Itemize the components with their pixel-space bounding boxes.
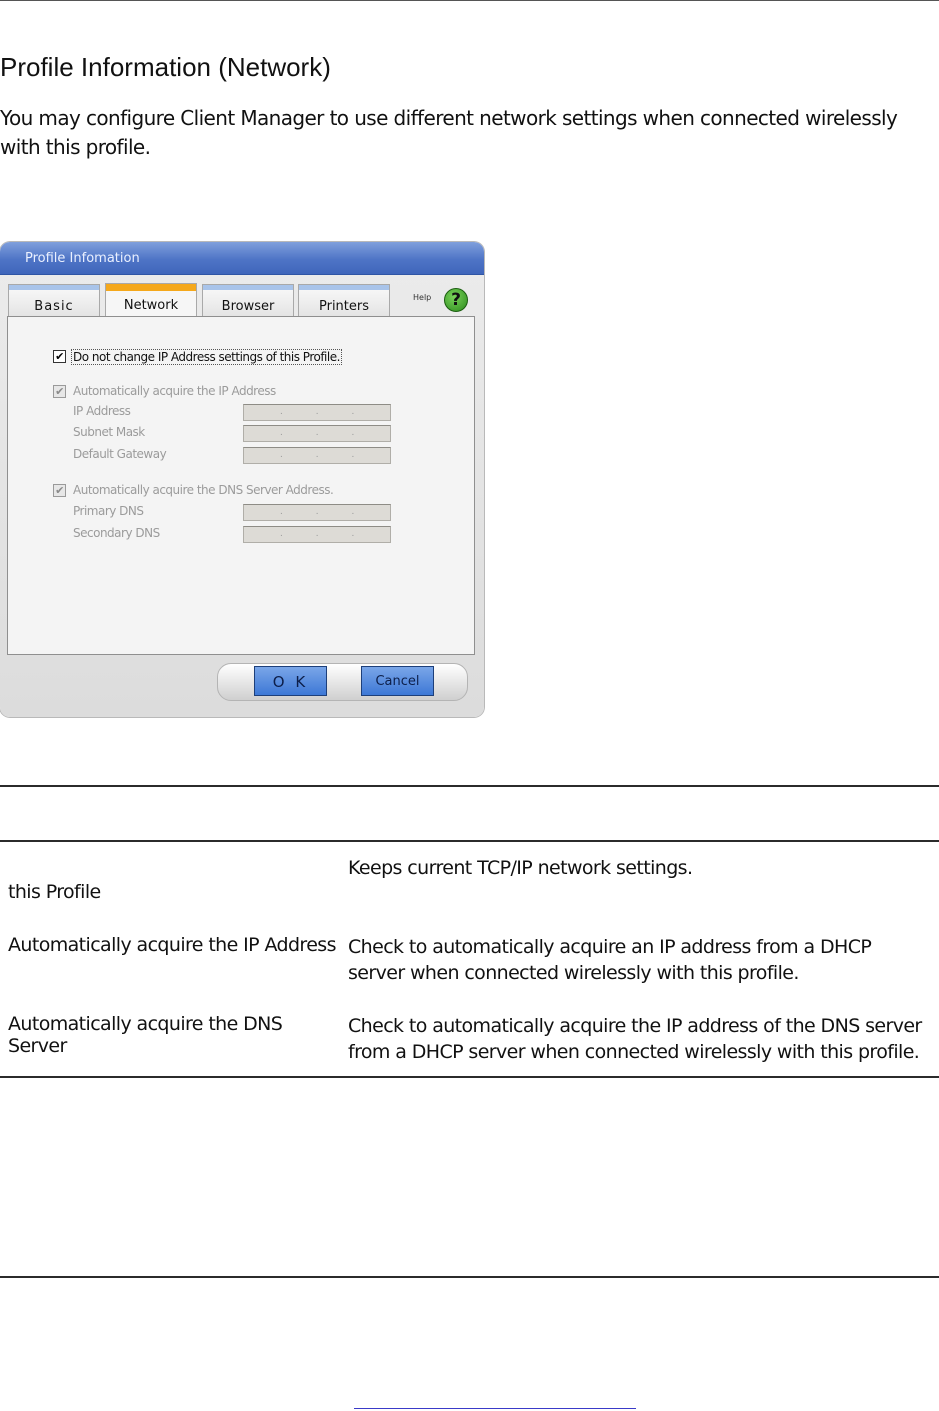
primary-dns-label: Primary DNS <box>73 504 144 518</box>
top-rule <box>0 0 939 1</box>
tab-printers-label: Printers <box>318 299 370 314</box>
table-header-rule <box>0 840 939 842</box>
primary-dns-field: ... <box>243 504 391 521</box>
ip-address-field: ... <box>243 404 391 421</box>
help-icon[interactable]: ? <box>444 288 468 312</box>
tab-basic-label: Basic <box>34 299 74 314</box>
help-label: Help <box>413 293 432 302</box>
dialog-titlebar <box>0 242 484 275</box>
footer-link-underline[interactable] <box>354 1408 636 1409</box>
tab-printers[interactable] <box>298 284 390 316</box>
no-change-label[interactable]: Do not change IP Address settings of this Profile. <box>73 350 340 364</box>
auto-ip-checkbox: ✔ <box>53 385 66 398</box>
subnet-mask-field: ... <box>243 425 391 442</box>
secondary-dns-field: ... <box>243 526 391 543</box>
tab-browser[interactable] <box>202 284 294 316</box>
table-bottom-rule <box>0 1076 939 1078</box>
tab-network[interactable] <box>105 283 197 317</box>
table-top-rule <box>0 785 939 787</box>
auto-dns-label: Automatically acquire the DNS Server Address. <box>73 483 334 497</box>
intro-paragraph: You may configure Client Manager to use different network settings when connected wirelessly with this profile. <box>0 106 898 159</box>
table-row-term: Automatically acquire the DNS Server <box>8 1013 283 1057</box>
table-row-description: Keeps current TCP/IP network settings. <box>348 857 693 879</box>
table-row-term: this Profile <box>8 881 101 903</box>
profile-information-dialog <box>0 242 484 717</box>
tab-network-label: Network <box>123 298 179 313</box>
secondary-dns-label: Secondary DNS <box>73 526 160 540</box>
table-row-description: Check to automatically acquire an IP address from a DHCP server when connected wirelessly with this profile. <box>348 936 872 984</box>
subnet-mask-label: Subnet Mask <box>73 425 145 439</box>
page-title: Profile Information (Network) <box>0 52 331 82</box>
table-row-description: Check to automatically acquire the IP address of the DNS server from a DHCP server when connected wirelessly with this profile. <box>348 1015 922 1063</box>
tab-browser-label: Browser <box>221 299 275 314</box>
table-row-term: Automatically acquire the IP Address <box>8 934 336 956</box>
auto-ip-label: Automatically acquire the IP Address <box>73 384 276 398</box>
section-rule <box>0 1276 939 1278</box>
no-change-checkbox[interactable]: ✔ <box>53 350 66 363</box>
dialog-title: Profile Infomation <box>25 251 140 266</box>
ok-button[interactable]: O K <box>254 666 327 696</box>
default-gateway-label: Default Gateway <box>73 447 167 461</box>
default-gateway-field: ... <box>243 447 391 464</box>
auto-dns-checkbox: ✔ <box>53 484 66 497</box>
network-settings-panel <box>7 316 475 655</box>
ip-address-label: IP Address <box>73 404 131 418</box>
tab-basic[interactable] <box>8 284 100 316</box>
cancel-button[interactable]: Cancel <box>361 666 434 696</box>
